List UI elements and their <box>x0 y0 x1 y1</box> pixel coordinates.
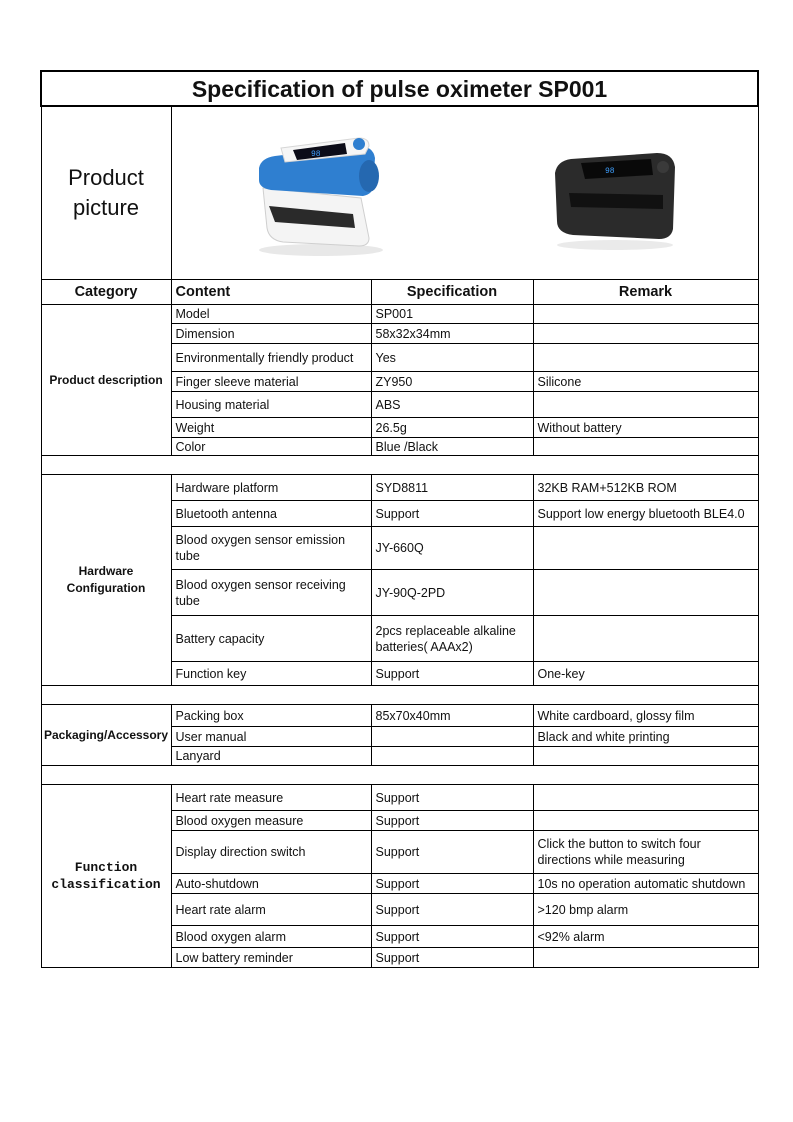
spec-cell: Support <box>371 926 533 948</box>
remark-cell <box>533 324 758 344</box>
remark-cell <box>533 438 758 456</box>
document-title: Specification of pulse oximeter SP001 <box>41 71 758 106</box>
spec-cell: ABS <box>371 392 533 418</box>
remark-cell <box>533 747 758 766</box>
content-cell: Low battery reminder <box>171 948 371 968</box>
remark-cell <box>533 785 758 811</box>
remark-cell: Click the button to switch four directions while measuring <box>533 831 758 874</box>
black-oximeter-image <box>539 133 689 253</box>
content-cell: Model <box>171 305 371 324</box>
table-row <box>41 705 758 727</box>
remark-cell <box>533 570 758 616</box>
spec-cell: 58x32x34mm <box>371 324 533 344</box>
content-cell: Auto-shutdown <box>171 874 371 894</box>
spec-cell: Blue /Black <box>371 438 533 456</box>
content-cell: Blood oxygen alarm <box>171 926 371 948</box>
table-row <box>41 305 758 324</box>
remark-cell: 10s no operation automatic shutdown <box>533 874 758 894</box>
spec-cell: SP001 <box>371 305 533 324</box>
section-spacer <box>41 766 758 785</box>
content-cell: Hardware platform <box>171 475 371 501</box>
category-function-line-2: classification <box>51 877 161 892</box>
spec-table <box>40 70 759 968</box>
spec-cell: Support <box>371 785 533 811</box>
spec-cell: JY-90Q-2PD <box>371 570 533 616</box>
spec-cell: Support <box>371 501 533 527</box>
category-hardware-configuration <box>41 475 171 686</box>
spec-cell: Support <box>371 811 533 831</box>
content-cell: Color <box>171 438 371 456</box>
remark-cell <box>533 616 758 662</box>
spec-cell <box>371 727 533 747</box>
category-hardware-line-2: Configuration <box>66 581 146 595</box>
remark-cell: One-key <box>533 662 758 686</box>
content-cell: Packing box <box>171 705 371 727</box>
remark-cell <box>533 527 758 570</box>
remark-cell <box>533 392 758 418</box>
remark-cell: White cardboard, glossy film <box>533 705 758 727</box>
content-cell: Environmentally friendly product <box>171 344 371 372</box>
category-product-description: Product description <box>41 305 171 456</box>
spec-cell: 2pcs replaceable alkaline batteries( AAAx2) <box>371 616 533 662</box>
content-cell: Battery capacity <box>171 616 371 662</box>
content-cell: Display direction switch <box>171 831 371 874</box>
content-cell: Function key <box>171 662 371 686</box>
section-spacer <box>41 456 758 475</box>
table-row <box>41 475 758 501</box>
spec-cell: JY-660Q <box>371 527 533 570</box>
content-cell: Finger sleeve material <box>171 372 371 392</box>
product-picture-cell <box>171 106 758 280</box>
spec-cell: 26.5g <box>371 418 533 438</box>
spec-cell: SYD8811 <box>371 475 533 501</box>
remark-cell: Without battery <box>533 418 758 438</box>
content-cell: Blood oxygen measure <box>171 811 371 831</box>
remark-cell <box>533 811 758 831</box>
remark-cell: >120 bmp alarm <box>533 894 758 926</box>
specification-sheet <box>40 70 757 968</box>
header-specification: Specification <box>371 280 533 305</box>
content-cell: Heart rate alarm <box>171 894 371 926</box>
section-spacer <box>41 686 758 705</box>
table-row <box>41 785 758 811</box>
blue-oximeter-readout: 98 <box>310 150 321 159</box>
remark-cell <box>533 344 758 372</box>
remark-cell: Support low energy bluetooth BLE4.0 <box>533 501 758 527</box>
content-cell: Blood oxygen sensor receiving tube <box>171 570 371 616</box>
spec-cell: Support <box>371 831 533 874</box>
spec-cell: ZY950 <box>371 372 533 392</box>
category-hardware-line-1: Hardware <box>78 564 134 578</box>
spec-cell: Support <box>371 948 533 968</box>
content-cell: Lanyard <box>171 747 371 766</box>
category-packaging-accessory: Packaging/Accessory <box>41 705 171 766</box>
spec-cell <box>371 747 533 766</box>
remark-cell: <92% alarm <box>533 926 758 948</box>
category-function-classification <box>41 785 171 968</box>
content-cell: Bluetooth antenna <box>171 501 371 527</box>
spec-cell: Yes <box>371 344 533 372</box>
header-content: Content <box>171 280 371 305</box>
content-cell: User manual <box>171 727 371 747</box>
product-picture-label <box>41 106 171 280</box>
remark-cell: Black and white printing <box>533 727 758 747</box>
spec-cell: Support <box>371 662 533 686</box>
remark-cell <box>533 305 758 324</box>
header-remark: Remark <box>533 280 758 305</box>
remark-cell <box>533 948 758 968</box>
black-oximeter-readout: 98 <box>604 167 615 176</box>
content-cell: Housing material <box>171 392 371 418</box>
spec-cell: Support <box>371 874 533 894</box>
product-picture-label-line-1: Product <box>68 165 144 190</box>
spec-cell: 85x70x40mm <box>371 705 533 727</box>
category-function-line-1: Function <box>74 860 138 875</box>
remark-cell: 32KB RAM+512KB ROM <box>533 475 758 501</box>
blue-oximeter-image <box>241 128 401 258</box>
content-cell: Weight <box>171 418 371 438</box>
header-category: Category <box>41 280 171 305</box>
content-cell: Blood oxygen sensor emission tube <box>171 527 371 570</box>
spec-cell: Support <box>371 894 533 926</box>
remark-cell: Silicone <box>533 372 758 392</box>
content-cell: Dimension <box>171 324 371 344</box>
content-cell: Heart rate measure <box>171 785 371 811</box>
product-picture-label-line-2: picture <box>72 195 140 220</box>
